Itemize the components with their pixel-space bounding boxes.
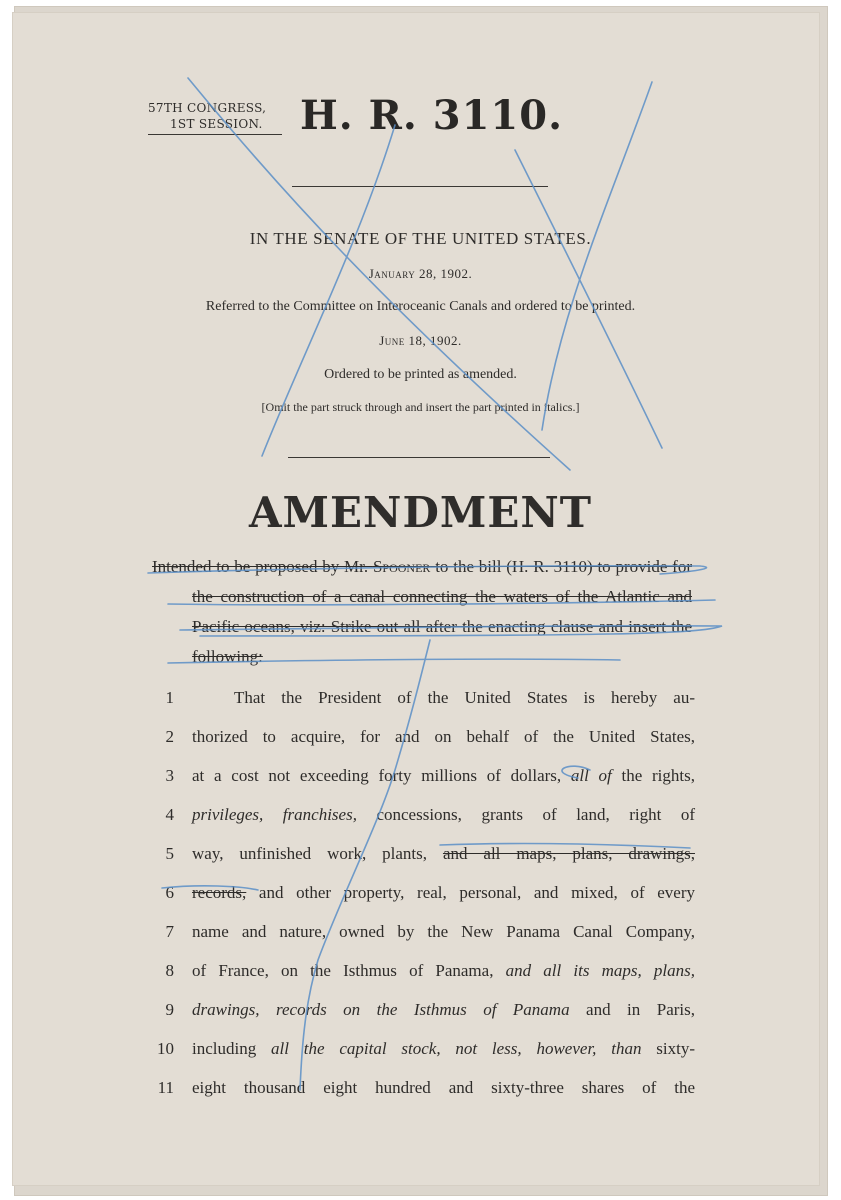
bill-line: [150, 834, 695, 873]
congress-label: 57TH CONGRESS,: [148, 101, 267, 115]
amendment-intro: [152, 552, 692, 672]
text-run: thorized to acquire, for and on behalf of the United States,: [192, 727, 695, 746]
session-label: 1ST SESSION.: [148, 116, 282, 135]
text-run: way, unfinished work, plants,: [192, 844, 443, 863]
inserted-text: all of: [570, 766, 612, 785]
line-number: 8: [165, 961, 174, 980]
struck-text: and all maps, plans, drawings,: [442, 844, 695, 863]
bill-line: [150, 678, 695, 717]
line-text: [192, 873, 695, 912]
sponsor-name: Spooner: [372, 557, 431, 576]
text-run: name and nature, owned by the New Panama Canal Company,: [192, 922, 695, 941]
order-date: June 18, 1902.: [379, 333, 462, 348]
text-run: That the President of the United States is hereby au-: [234, 688, 695, 707]
omit-note: [Omit the part struck through and insert the part printed in italics.]: [261, 400, 580, 414]
line-number: 3: [165, 766, 174, 785]
amendment-heading: AMENDMENT: [248, 488, 593, 537]
line-number: 1: [165, 688, 174, 707]
text-run: eight thousand eight hundred and sixty-three shares of the: [192, 1078, 695, 1097]
line-text: [192, 678, 695, 717]
text-run: and other property, real, personal, and mixed, of every: [246, 883, 695, 902]
senate-heading: IN THE SENATE OF THE UNITED STATES.: [249, 229, 592, 248]
bill-line: [150, 951, 695, 990]
bill-line: [150, 912, 695, 951]
line-number: 2: [165, 727, 174, 746]
top-divider: [292, 186, 548, 187]
line-number: 5: [165, 844, 174, 863]
line-text: [192, 834, 695, 873]
text-run: concessions, grants of land, right of: [356, 805, 696, 824]
line-text: [192, 756, 695, 795]
line-text: [192, 795, 695, 834]
bottom-divider: [288, 457, 550, 458]
text-run: including: [192, 1039, 272, 1058]
line-number: 4: [165, 805, 174, 824]
line-number: 7: [165, 922, 174, 941]
line-number: 6: [165, 883, 174, 902]
bill-line: [150, 990, 695, 1029]
inserted-text: privileges, franchises,: [192, 805, 357, 824]
bill-line: [150, 795, 695, 834]
text-run: at a cost not exceeding forty millions of dollars,: [192, 766, 571, 785]
intro-text-a: Intended to be proposed by Mr.: [152, 557, 373, 576]
text-run: and in Paris,: [569, 1000, 695, 1019]
line-number: 9: [165, 1000, 174, 1019]
text-run: of France, on the Isthmus of Panama,: [192, 961, 506, 980]
inserted-text: drawings, records on the Isthmus of Panama: [192, 1000, 570, 1019]
congress-session-block: [148, 100, 282, 135]
referral-text: Referred to the Committee on Interoceanic Canals and ordered to be printed.: [205, 299, 636, 314]
line-text: [192, 951, 695, 990]
bill-number: H. R. 3110.: [300, 92, 563, 139]
bill-text: [150, 678, 695, 1107]
inserted-text: and all its maps, plans,: [505, 961, 695, 980]
line-number: 11: [157, 1078, 174, 1097]
line-text: [192, 1029, 695, 1068]
intro-text-b: to the bill (H. R. 3110) to provide for the construction of a canal connecting the waters of the Atlantic and Pacific oceans, viz: Strike out all after the enacting clause and insert the following:: [192, 557, 693, 666]
bill-line: [150, 756, 695, 795]
bill-line: [150, 1068, 695, 1107]
bill-line: [150, 717, 695, 756]
bill-line: [150, 873, 695, 912]
bill-line: [150, 1029, 695, 1068]
order-text: Ordered to be printed as amended.: [324, 367, 517, 382]
line-text: [192, 717, 695, 756]
struck-text: records,: [192, 883, 247, 902]
intro-paragraph: [152, 552, 692, 672]
line-number: 10: [157, 1039, 174, 1058]
line-text: [192, 912, 695, 951]
inserted-text: all the capital stock, not less, however, than: [271, 1039, 642, 1058]
line-text: [192, 1068, 695, 1107]
line-text: [192, 990, 695, 1029]
referral-date: January 28, 1902.: [368, 266, 473, 281]
text-run: the rights,: [611, 766, 695, 785]
text-run: sixty-: [641, 1039, 696, 1058]
